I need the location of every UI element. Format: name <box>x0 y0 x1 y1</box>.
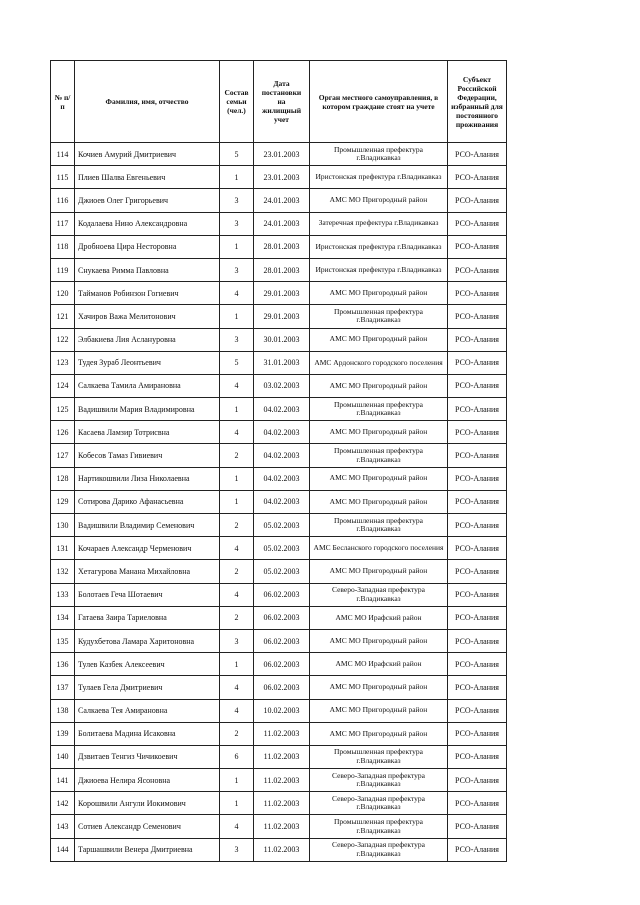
cell-local-authority: Иристонская префектура г.Владикавказ <box>310 166 448 189</box>
cell-federal-subject: РСО-Алания <box>448 490 507 513</box>
cell-local-authority: Иристонская префектура г.Владикавказ <box>310 235 448 258</box>
cell-family-size: 3 <box>220 629 254 652</box>
cell-local-authority: АМС МО Пригородный район <box>310 328 448 351</box>
table-row <box>51 490 507 513</box>
table-row <box>51 815 507 838</box>
table-row <box>51 676 507 699</box>
table-row <box>51 583 507 606</box>
cell-registration-date: 04.02.2003 <box>254 421 310 444</box>
cell-row-number: 126 <box>51 421 75 444</box>
cell-registration-date: 05.02.2003 <box>254 560 310 583</box>
cell-family-size: 2 <box>220 514 254 537</box>
cell-local-authority: АМС МО Ирафский район <box>310 653 448 676</box>
cell-family-size: 3 <box>220 258 254 281</box>
cell-row-number: 123 <box>51 351 75 374</box>
cell-local-authority: АМС МО Пригородный район <box>310 189 448 212</box>
cell-registration-date: 05.02.2003 <box>254 537 310 560</box>
cell-federal-subject: РСО-Алания <box>448 467 507 490</box>
cell-row-number: 139 <box>51 722 75 745</box>
cell-row-number: 125 <box>51 398 75 421</box>
cell-registration-date: 04.02.2003 <box>254 490 310 513</box>
cell-federal-subject: РСО-Алания <box>448 258 507 281</box>
table-row <box>51 560 507 583</box>
cell-federal-subject: РСО-Алания <box>448 282 507 305</box>
cell-row-number: 114 <box>51 143 75 166</box>
cell-registration-date: 28.01.2003 <box>254 235 310 258</box>
cell-local-authority: АМС МО Пригородный район <box>310 699 448 722</box>
header-num: № п/п <box>51 61 75 143</box>
table-row <box>51 444 507 467</box>
cell-row-number: 137 <box>51 676 75 699</box>
cell-registration-date: 04.02.2003 <box>254 467 310 490</box>
cell-local-authority: АМС МО Пригородный район <box>310 421 448 444</box>
cell-registration-date: 11.02.2003 <box>254 722 310 745</box>
cell-federal-subject: РСО-Алания <box>448 792 507 815</box>
cell-full-name: Корошвили Ангули Иокимович <box>75 792 220 815</box>
cell-row-number: 131 <box>51 537 75 560</box>
cell-family-size: 2 <box>220 560 254 583</box>
cell-federal-subject: РСО-Алания <box>448 699 507 722</box>
cell-registration-date: 06.02.2003 <box>254 676 310 699</box>
cell-family-size: 1 <box>220 769 254 792</box>
table-row <box>51 282 507 305</box>
cell-federal-subject: РСО-Алания <box>448 722 507 745</box>
cell-full-name: Вадишвили Владимир Семенович <box>75 514 220 537</box>
cell-local-authority: АМС МО Пригородный район <box>310 676 448 699</box>
table-row <box>51 792 507 815</box>
cell-family-size: 1 <box>220 235 254 258</box>
header-org: Орган местного самоуправления, в котором граждане стоят на учете <box>310 61 448 143</box>
table-row <box>51 769 507 792</box>
cell-row-number: 129 <box>51 490 75 513</box>
table-row <box>51 351 507 374</box>
cell-registration-date: 04.02.2003 <box>254 398 310 421</box>
cell-local-authority: АМС МО Пригородный район <box>310 629 448 652</box>
cell-federal-subject: РСО-Алания <box>448 143 507 166</box>
cell-full-name: Джиоева Нелира Ясоновна <box>75 769 220 792</box>
cell-full-name: Салкаева Тея Амирановна <box>75 699 220 722</box>
cell-full-name: Тулаев Гела Дмитриевич <box>75 676 220 699</box>
cell-family-size: 4 <box>220 699 254 722</box>
cell-row-number: 122 <box>51 328 75 351</box>
cell-row-number: 144 <box>51 838 75 861</box>
cell-family-size: 4 <box>220 421 254 444</box>
cell-local-authority: Промышленная префектура г.Владикавказ <box>310 305 448 328</box>
cell-local-authority: Промышленная префектура г.Владикавказ <box>310 815 448 838</box>
cell-registration-date: 06.02.2003 <box>254 583 310 606</box>
cell-full-name: Сотирова Дарико Афанасьевна <box>75 490 220 513</box>
cell-family-size: 1 <box>220 305 254 328</box>
table-row <box>51 328 507 351</box>
cell-federal-subject: РСО-Алания <box>448 606 507 629</box>
cell-full-name: Сотиев Александр Семенович <box>75 815 220 838</box>
cell-registration-date: 11.02.2003 <box>254 838 310 861</box>
cell-family-size: 3 <box>220 189 254 212</box>
cell-local-authority: Иристонская префектура г.Владикавказ <box>310 258 448 281</box>
table-row <box>51 745 507 768</box>
cell-full-name: Тулев Казбек Алексеевич <box>75 653 220 676</box>
cell-family-size: 4 <box>220 282 254 305</box>
table-row <box>51 421 507 444</box>
cell-family-size: 4 <box>220 583 254 606</box>
cell-local-authority: Промышленная префектура г.Владикавказ <box>310 398 448 421</box>
housing-registry-table <box>50 60 507 862</box>
cell-family-size: 2 <box>220 444 254 467</box>
cell-federal-subject: РСО-Алания <box>448 514 507 537</box>
cell-row-number: 138 <box>51 699 75 722</box>
cell-registration-date: 06.02.2003 <box>254 606 310 629</box>
cell-family-size: 4 <box>220 676 254 699</box>
cell-full-name: Дзвитаев Тенгиз Чичикоевич <box>75 745 220 768</box>
cell-federal-subject: РСО-Алания <box>448 676 507 699</box>
cell-federal-subject: РСО-Алания <box>448 560 507 583</box>
cell-federal-subject: РСО-Алания <box>448 328 507 351</box>
table-row <box>51 467 507 490</box>
cell-row-number: 128 <box>51 467 75 490</box>
cell-family-size: 4 <box>220 537 254 560</box>
cell-family-size: 1 <box>220 653 254 676</box>
table-row <box>51 537 507 560</box>
cell-row-number: 127 <box>51 444 75 467</box>
cell-row-number: 132 <box>51 560 75 583</box>
cell-row-number: 115 <box>51 166 75 189</box>
cell-full-name: Снукаева Римма Павловна <box>75 258 220 281</box>
cell-family-size: 5 <box>220 351 254 374</box>
cell-full-name: Кочиев Амурий Дмитриевич <box>75 143 220 166</box>
cell-local-authority: АМС МО Пригородный район <box>310 374 448 397</box>
table-row <box>51 143 507 166</box>
cell-full-name: Таршашвили Венера Дмитриевна <box>75 838 220 861</box>
cell-row-number: 134 <box>51 606 75 629</box>
cell-registration-date: 30.01.2003 <box>254 328 310 351</box>
cell-local-authority: Северо-Западная префектура г.Владикавказ <box>310 769 448 792</box>
cell-registration-date: 23.01.2003 <box>254 143 310 166</box>
table-row <box>51 838 507 861</box>
cell-row-number: 135 <box>51 629 75 652</box>
cell-local-authority: АМС МО Ирафский район <box>310 606 448 629</box>
cell-local-authority: Северо-Западная префектура г.Владикавказ <box>310 792 448 815</box>
table-row <box>51 212 507 235</box>
cell-row-number: 141 <box>51 769 75 792</box>
cell-full-name: Кодалаева Нино Александровна <box>75 212 220 235</box>
table-row <box>51 189 507 212</box>
cell-local-authority: Промышленная префектура г.Владикавказ <box>310 745 448 768</box>
cell-family-size: 2 <box>220 606 254 629</box>
cell-family-size: 3 <box>220 212 254 235</box>
cell-registration-date: 06.02.2003 <box>254 629 310 652</box>
table-row <box>51 258 507 281</box>
cell-family-size: 1 <box>220 398 254 421</box>
cell-row-number: 116 <box>51 189 75 212</box>
cell-full-name: Кудухбетова Ламара Харитоновна <box>75 629 220 652</box>
cell-federal-subject: РСО-Алания <box>448 745 507 768</box>
cell-federal-subject: РСО-Алания <box>448 653 507 676</box>
cell-family-size: 3 <box>220 328 254 351</box>
header-date: Дата постановки на жилищный учет <box>254 61 310 143</box>
cell-row-number: 121 <box>51 305 75 328</box>
cell-local-authority: АМС Бесланского городского поселения <box>310 537 448 560</box>
cell-family-size: 4 <box>220 374 254 397</box>
cell-row-number: 124 <box>51 374 75 397</box>
cell-registration-date: 10.02.2003 <box>254 699 310 722</box>
cell-registration-date: 04.02.2003 <box>254 444 310 467</box>
cell-full-name: Касаева Ламзир Тотрисвна <box>75 421 220 444</box>
table-row <box>51 305 507 328</box>
cell-full-name: Нартикошвили Лиза Николаевна <box>75 467 220 490</box>
cell-federal-subject: РСО-Алания <box>448 421 507 444</box>
cell-local-authority: АМС МО Пригородный район <box>310 490 448 513</box>
cell-federal-subject: РСО-Алания <box>448 815 507 838</box>
cell-family-size: 1 <box>220 467 254 490</box>
cell-row-number: 140 <box>51 745 75 768</box>
cell-full-name: Плиев Шалва Евгеньевич <box>75 166 220 189</box>
cell-federal-subject: РСО-Алания <box>448 537 507 560</box>
cell-local-authority: АМС МО Пригородный район <box>310 560 448 583</box>
cell-row-number: 136 <box>51 653 75 676</box>
cell-federal-subject: РСО-Алания <box>448 235 507 258</box>
cell-federal-subject: РСО-Алания <box>448 398 507 421</box>
cell-registration-date: 29.01.2003 <box>254 282 310 305</box>
cell-family-size: 6 <box>220 745 254 768</box>
cell-full-name: Вадишвили Мария Владимировна <box>75 398 220 421</box>
cell-row-number: 143 <box>51 815 75 838</box>
cell-full-name: Гатаева Заира Тариеловна <box>75 606 220 629</box>
cell-local-authority: АМС Ардонского городского поселения <box>310 351 448 374</box>
cell-federal-subject: РСО-Алания <box>448 583 507 606</box>
cell-registration-date: 31.01.2003 <box>254 351 310 374</box>
table-row <box>51 699 507 722</box>
cell-family-size: 2 <box>220 722 254 745</box>
cell-federal-subject: РСО-Алания <box>448 351 507 374</box>
cell-local-authority: АМС МО Пригородный район <box>310 722 448 745</box>
cell-full-name: Тайманов Робинзон Гогиевич <box>75 282 220 305</box>
cell-local-authority: Северо-Западная префектура г.Владикавказ <box>310 583 448 606</box>
cell-family-size: 1 <box>220 792 254 815</box>
table-row <box>51 653 507 676</box>
cell-registration-date: 29.01.2003 <box>254 305 310 328</box>
table-row <box>51 374 507 397</box>
cell-registration-date: 11.02.2003 <box>254 792 310 815</box>
cell-full-name: Тудея Зураб Леонтьевич <box>75 351 220 374</box>
cell-full-name: Дробноева Цира Несторовна <box>75 235 220 258</box>
table-row <box>51 235 507 258</box>
header-family: Состав семьи (чел.) <box>220 61 254 143</box>
cell-full-name: Джиоев Олег Григорьевич <box>75 189 220 212</box>
cell-local-authority: Промышленная префектура г.Владикавказ <box>310 143 448 166</box>
cell-local-authority: Затеречная префектура г.Владикавказ <box>310 212 448 235</box>
cell-federal-subject: РСО-Алания <box>448 374 507 397</box>
cell-full-name: Кочараев Александр Черменович <box>75 537 220 560</box>
cell-federal-subject: РСО-Алания <box>448 444 507 467</box>
cell-family-size: 1 <box>220 490 254 513</box>
cell-row-number: 117 <box>51 212 75 235</box>
cell-family-size: 4 <box>220 815 254 838</box>
cell-registration-date: 28.01.2003 <box>254 258 310 281</box>
cell-full-name: Болитаева Мадина Исаковна <box>75 722 220 745</box>
cell-family-size: 3 <box>220 838 254 861</box>
cell-full-name: Кобесов Тамаз Гивиевич <box>75 444 220 467</box>
table-row <box>51 629 507 652</box>
cell-full-name: Салкаева Тамила Амирановна <box>75 374 220 397</box>
document-page <box>50 60 506 862</box>
cell-local-authority: Промышленная префектура г.Владикавказ <box>310 444 448 467</box>
cell-row-number: 118 <box>51 235 75 258</box>
cell-local-authority: АМС МО Пригородный район <box>310 467 448 490</box>
table-body <box>51 143 507 862</box>
cell-registration-date: 11.02.2003 <box>254 815 310 838</box>
cell-local-authority: АМС МО Пригородный район <box>310 282 448 305</box>
cell-registration-date: 06.02.2003 <box>254 653 310 676</box>
table-row <box>51 398 507 421</box>
cell-row-number: 120 <box>51 282 75 305</box>
table-row <box>51 722 507 745</box>
cell-registration-date: 23.01.2003 <box>254 166 310 189</box>
header-subject: Субъект Российской Федерации, избранный для постоянного проживания <box>448 61 507 143</box>
cell-full-name: Хачиров Важа Мелитонович <box>75 305 220 328</box>
cell-row-number: 142 <box>51 792 75 815</box>
cell-registration-date: 05.02.2003 <box>254 514 310 537</box>
cell-registration-date: 11.02.2003 <box>254 745 310 768</box>
cell-row-number: 133 <box>51 583 75 606</box>
cell-row-number: 130 <box>51 514 75 537</box>
cell-row-number: 119 <box>51 258 75 281</box>
cell-family-size: 5 <box>220 143 254 166</box>
table-row <box>51 606 507 629</box>
cell-federal-subject: РСО-Алания <box>448 166 507 189</box>
table-row <box>51 514 507 537</box>
cell-registration-date: 11.02.2003 <box>254 769 310 792</box>
cell-federal-subject: РСО-Алания <box>448 305 507 328</box>
cell-full-name: Хетагурова Манана Михайловна <box>75 560 220 583</box>
cell-federal-subject: РСО-Алания <box>448 212 507 235</box>
cell-registration-date: 03.02.2003 <box>254 374 310 397</box>
cell-federal-subject: РСО-Алания <box>448 189 507 212</box>
cell-federal-subject: РСО-Алания <box>448 838 507 861</box>
cell-registration-date: 24.01.2003 <box>254 189 310 212</box>
header-name: Фамилия, имя, отчество <box>75 61 220 143</box>
cell-family-size: 1 <box>220 166 254 189</box>
cell-full-name: Болотаев Геча Шотаевич <box>75 583 220 606</box>
table-row <box>51 166 507 189</box>
cell-full-name: Элбакиева Лия Аслануровна <box>75 328 220 351</box>
cell-federal-subject: РСО-Алания <box>448 629 507 652</box>
cell-local-authority: Промышленная префектура г.Владикавказ <box>310 514 448 537</box>
table-header-row <box>51 61 507 143</box>
cell-local-authority: Северо-Западная префектура г.Владикавказ <box>310 838 448 861</box>
cell-registration-date: 24.01.2003 <box>254 212 310 235</box>
cell-federal-subject: РСО-Алания <box>448 769 507 792</box>
